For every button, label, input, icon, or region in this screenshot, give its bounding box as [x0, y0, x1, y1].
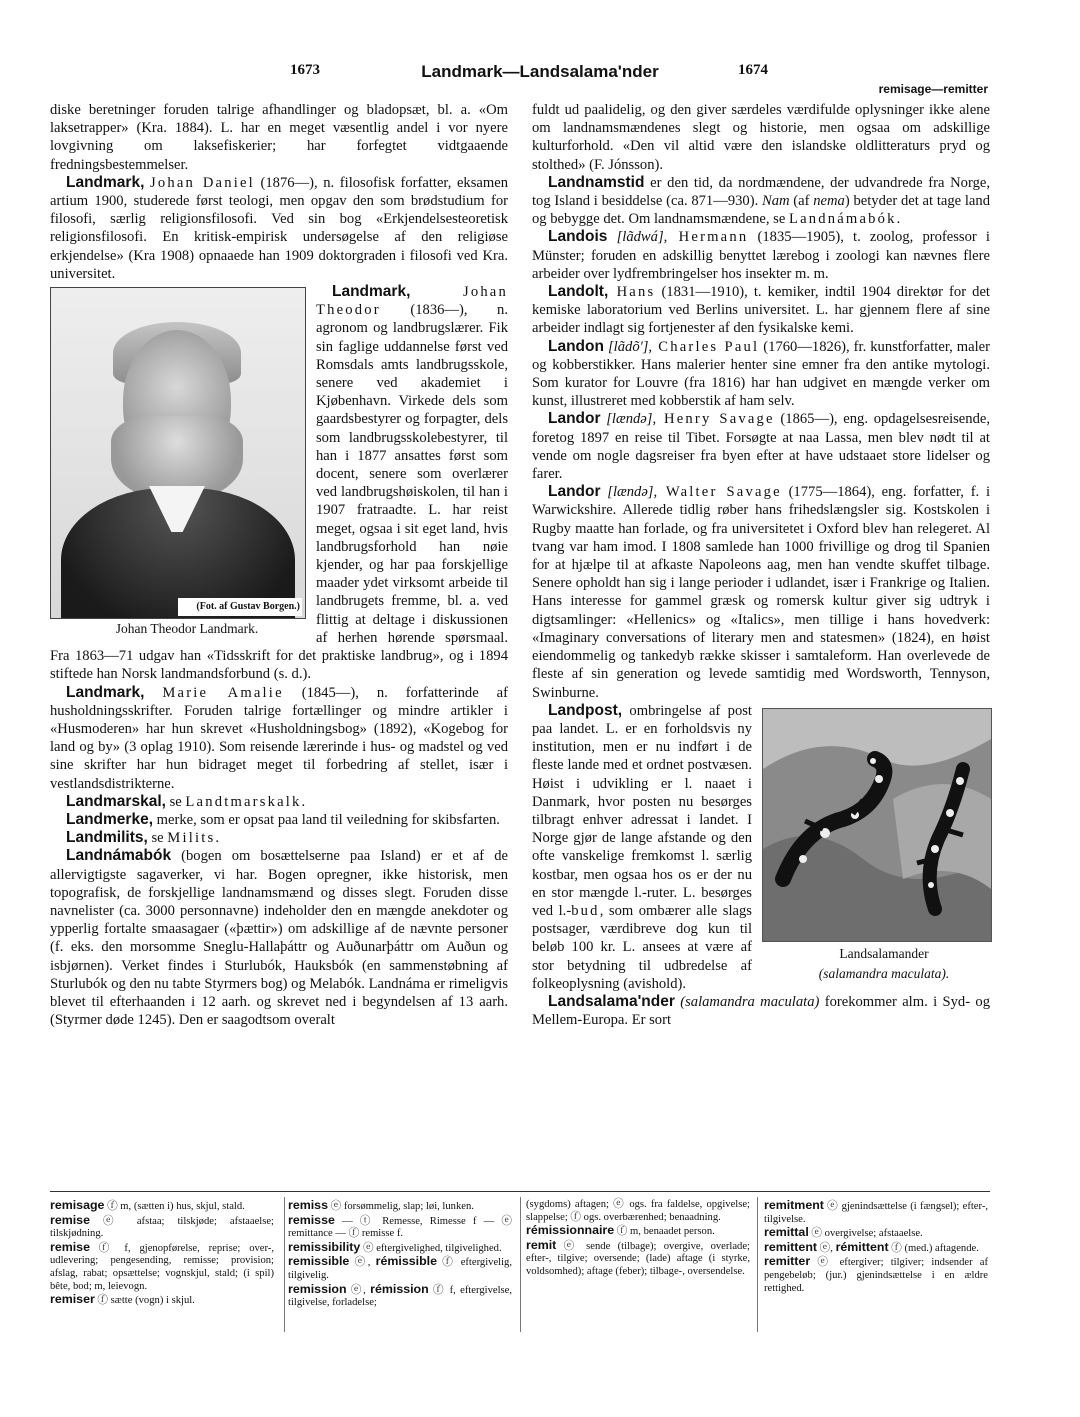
footer-text: ⓔ sende (tilbage); overgive, overlade; efter-, tilgive; oversende; (lade) aftage (i styrke, voldsomhed); aftage (feber); tilbage-, oversendelse.: [526, 1240, 750, 1277]
footer-entry: [288, 1199, 512, 1214]
entry-landnamabok: [50, 847, 508, 1029]
entry-landpost: [532, 702, 990, 993]
entry-text: (1775—1864), eng. forfatter, f. i Warwickshire. Allerede tidlig røber hans frihedslængsler sig. Kostskolen i Rugby maatte han forlade, og fra universitetet i Oxford blev han relegeret. Al tvang var ham imod. I 1808 samlede han 1000 frivillige og drog til Spanien for at hjælpe til at afkaste Napoleons aag, men han vendte skuffet tilbage. Senere opholdt han sig i lange perioder i udlandet, især i Frankrige og Italien. Hans interesse for gammel græsk og romersk kultur giver sig udtryk i digtsamlinger: «Hellenics» og «Italics», men tillige i hans hovedverk: «Imaginary conversations of literary men and statesmen» (1824), en høist eiendommelig og tankedyb række skisser i samtaleform. Han overlevede de fleste af sin generation og levede samtidig med Wordsworth, Tennyson, Swinburne.: [532, 484, 990, 701]
entry-text: (af: [789, 193, 814, 210]
entry-landnamstid: [532, 174, 990, 229]
cross-reference: Landtmarskalk: [185, 793, 302, 810]
italic-term: Nam: [761, 193, 790, 210]
entry-text: merke, som er opsat paa land til veiledning for skibsfarten.: [153, 811, 500, 828]
salamander-illustration: [763, 709, 991, 941]
entry-landor-walter: [532, 483, 990, 701]
cross-reference: bud: [571, 902, 600, 919]
entry-text: (1876—), n. filosofisk forfatter, eksamen artium 1900, studerede først teologi, men opgav den som brødstudium for filosofi, særlig religionsfilosofi. Ved sin bog «Erkjendelsesteoretisk religionsfilosofi. En kritisk-empirisk undersøgelse af den religiøse erkjendelse» (Kra 1908) opnaaede han 1909 doktorgraden i filosofi ved Kra. universitet.: [50, 174, 508, 282]
portrait-figure: [50, 287, 308, 638]
salamander-caption: Landsalamander: [839, 945, 929, 961]
headword: Landon: [548, 337, 604, 355]
page-title: Landmark—Landsalama'nder: [421, 62, 659, 81]
footer-text: ⓔ,: [349, 1257, 376, 1269]
footer-text: ⓕ sætte (vogn) i skjul.: [94, 1295, 195, 1307]
entry-text: se: [165, 793, 186, 810]
headword: Landsalama'nder: [548, 992, 675, 1010]
page-number-right: 1674: [738, 62, 768, 78]
entry-landois: [532, 228, 990, 283]
entry-landmarskal: [50, 793, 508, 811]
entry-landolt: [532, 283, 990, 338]
salamander-caption-latin: (salamandra maculata).: [818, 965, 950, 981]
entry-text: se: [147, 830, 168, 847]
footer-column-4: [764, 1199, 988, 1295]
footer-headword: remission: [288, 1281, 347, 1296]
footer-headword: remissibility: [288, 1239, 361, 1254]
footer-headword: remise: [50, 1212, 90, 1227]
headword: Landmark,: [66, 173, 145, 191]
person-name: Charles Paul: [652, 338, 760, 355]
italic-term: (salamandra maculata): [674, 993, 820, 1010]
footer-entry: [288, 1241, 512, 1256]
footer-headword: remise: [50, 1239, 90, 1254]
photo-credit: (Fot. af Gustav Borgen.): [178, 598, 302, 616]
footer-text: ⓔ,: [346, 1284, 371, 1296]
footer-column-1: [50, 1199, 274, 1308]
headword: Landmark,: [332, 283, 411, 301]
footer-text: (sygdoms) aftagen; ⓔ ogs. fra faldelse, opgivelse; slappelse; ⓕ ogs. overbærenhed; benaadning.: [526, 1199, 750, 1223]
footer-text: ⓕ f, gjenopførelse, reprise; over-, udlevering; pengesending, remisse; provision; afslag, rabat; opsættelse; vognskjul, stald; (i spil) bête, bod; m, leievogn.: [50, 1242, 274, 1292]
entry-landor-henry: [532, 410, 990, 483]
entry-text: (1865—), eng. opdagelsesreisende, foretog 1897 en reise til Tibet. Forsøgte at naa Lassa, men blev nødt til at vende om nogle dagsreiser fra byen efter at have udstaaet store lidelser og farer.: [532, 411, 991, 483]
page-number-left: 1673: [290, 62, 320, 78]
headword: Landmilits,: [66, 829, 148, 847]
footer-text: ⓕ (med.) aftagende.: [888, 1242, 979, 1254]
cross-reference: Milits: [167, 830, 216, 847]
footer-headword: remisse: [288, 1212, 335, 1227]
footer-column-2: [288, 1199, 512, 1310]
headword: Landor: [548, 410, 601, 428]
headword: Landnámabók: [66, 847, 172, 865]
entry-text: (bogen om bosættelserne paa Island) er et af de allervigtigste sagaverker, vi har. Bogen opregner, ikke historisk, men topografisk, de forskjellige landnamsmænd og disses slegt. Foruden disse navnelister (ca. 3000 personnavne) indeholder den en mængde anekdoter og ypperlig fortalte smaasagaer («þættir») om adskillige af de nævnte personer (f. eks. den morsomme Sneglu-Hallaþáttr og Auðunarþáttr om Auðun og isbjørnen). Verket findes i Sturlubók, Hauksbók (en sammenstøbning af Sturlubók og den nu tabte Styrmers bog) og Melabók. Landnáma er rimeligvis blevet til efterhaanden i 12 aarh. og skrevet ned i begyndelsen af 13 aarh. (Styrmer døde 1245). Den er saagodtsom overalt: [50, 848, 508, 1029]
entry-text: (1835—1905), t. zoolog, professor i Münster; foruden en adskillig benyttet lærebog i zoologi kan nævnes flere arbeider over lydfrembringelser hos insekter m. m.: [532, 229, 990, 282]
footer-text: ⓔ gjenindsættelse (i fængsel); efter-, tilgivelse.: [764, 1201, 988, 1225]
entry-landsalamander: [532, 993, 990, 1029]
footer-entry: [764, 1241, 988, 1256]
entry-text: .: [215, 830, 220, 847]
footer-text: ⓔ eftergiver; tilgiver; indsender af pengebeløb; (jur.) gjenindsættelse i en ældre rettighed.: [764, 1257, 988, 1294]
footer-text: ⓔ afstaa; tilskjøde; afstaaelse; tilskjødning.: [50, 1215, 274, 1240]
footer-headword: rémissionnaire: [526, 1223, 615, 1238]
headword: Landnamstid: [548, 173, 645, 191]
person-name: Marie Amalie: [162, 684, 284, 701]
pronunciation: [lãdwá],: [607, 229, 668, 246]
headword: Landois: [548, 228, 608, 246]
cross-reference: Landnámabók: [788, 211, 897, 228]
footer-text: ⓕ m, benaadet person.: [614, 1226, 715, 1238]
pronunciation: [lændə],: [600, 484, 658, 501]
headword: Landolt,: [548, 283, 609, 301]
footer-headword: remiss: [288, 1198, 328, 1212]
headword: Landor: [548, 483, 601, 501]
person-name: Hans: [608, 284, 656, 301]
footer-column-divider: [520, 1197, 521, 1332]
footer-headword: rémittent: [835, 1239, 889, 1254]
person-name: Johan Daniel: [149, 174, 255, 191]
footer-text: ⓔ,: [817, 1242, 836, 1254]
footer-headword: remisage: [50, 1198, 105, 1212]
footer-text: ⓔ eftergivelighed, tilgivelighed.: [360, 1242, 502, 1254]
footer-headword: rémissible: [375, 1254, 437, 1269]
footer-range-heading: remisage—remitter: [878, 82, 988, 96]
footer-entry: [50, 1241, 274, 1293]
footer-column-3: [526, 1199, 750, 1279]
pronunciation: [lændə],: [600, 411, 657, 428]
footer-divider: [50, 1191, 990, 1192]
portrait-photo: [50, 287, 306, 619]
entry-text: (1845—), n. forfatterinde af husholdningsskrifter. Foruden talrige fortællinger og mindre artikler i «Husmoderen» har hun skrevet «Husholdningsbog» (1892), «Kogebog for land og by» (3 oplag 1910). Som reisende lærerinde i hus- og madstel og ved sine skrifter har hun bidraget meget til forbedring af stellet, især i vestlandsdistrikterne.: [50, 684, 509, 792]
person-name: Johan Theodor: [316, 284, 508, 319]
footer-text: ⓕ eftergivelig, tilgivelig.: [288, 1257, 512, 1281]
footer-entry: [288, 1214, 512, 1241]
column-right: [532, 101, 990, 1029]
entry-landmark-johan-theodor: [50, 283, 508, 683]
entry-landon: [532, 338, 990, 411]
portrait-caption: Johan Theodor Landmark.: [115, 621, 259, 637]
italic-term: nema: [813, 193, 845, 210]
footer-entry: [526, 1199, 750, 1224]
entry-text: (1836—), n. agronom og landbrugslærer. Fik sin faglige uddannelse først ved Romsdals amts landbrugsskole, senere ved akademiet i Kjøbenhavn. Virkede dels som gaardsbestyrer og forpagter, dels som landbrugsskolebestyrer, til han i 1877 ansattes først som docent, senere som overlærer ved landbrugshøiskolen, til han i 1907 fratraadte. L. har reist meget, ogsaa i sit eget land, hvis landbrugsforhold han nøie kjender, og har paa forskjellige maader ydet virksomt arbeide til landbrugets fremme, bl. a. ved flittig at deltage i diskussionen af herhen hørende spørsmaal. Fra 1863—71 udgav han «Tidsskrift for det praktiske landbrug», og i 1894 stiftede han Norsk landmandsforbund (s. d.).: [50, 302, 508, 683]
column-left: [50, 101, 508, 1029]
entry-landmark-johan-daniel: [50, 174, 508, 283]
entry-text: ) betyder det at tage land og bebygge det. Om landnamsmændene, se: [532, 193, 990, 228]
entry-landmerke: [50, 811, 508, 829]
footer-entry: [50, 1199, 274, 1214]
entry-landmilits: [50, 829, 508, 847]
footer-headword: remiser: [50, 1292, 95, 1307]
footer-headword: remissible: [288, 1254, 350, 1269]
entry-text: .: [896, 211, 901, 228]
footer-entry: [526, 1224, 750, 1239]
pronunciation: [lãdõ'],: [603, 338, 653, 355]
footer-entry: [288, 1283, 512, 1310]
footer-text: ⓕ m, (sætten i) hus, skjul, stald.: [104, 1201, 245, 1212]
footer-entry: [526, 1239, 750, 1279]
footer-text: ⓔ overgivelse; afstaaelse.: [808, 1228, 923, 1240]
paragraph-continued: fuldt ud paalidelig, og den giver særdeles værdifulde oplysninger ikke alene om landnamsmændenes slegt og historie, men ogsaa om adskillige kulturforhold. «Den vil altid være den islandske oldlitteraturs pryd og stolthed» (F. Jónsson).: [532, 102, 990, 173]
footer-headword: rémission: [370, 1281, 429, 1296]
entry-text: (1760—1826), fr. kunstforfatter, maler og kobberstikker. Hans malerier henter sine emner fra den antike mytologi. Som kurator for Louvre (fra 1816) har han udgivet en mængde verker om kunst, illustreret med kobberstik af ham selv.: [532, 338, 990, 410]
footer-entry: [764, 1226, 988, 1241]
person-name: Walter Savage: [657, 484, 782, 501]
footer-entry: [764, 1255, 988, 1295]
entry-landmark-marie-amalie: [50, 684, 508, 793]
headword: Landmarskal,: [66, 792, 166, 810]
footer-text: ⓕ f, eftergivelse, tilgivelse, forladelse;: [288, 1284, 512, 1309]
headword: Landmark,: [66, 683, 145, 701]
footer-headword: remitment: [764, 1198, 824, 1212]
footer-entry: [50, 1293, 274, 1308]
footer-entry: [50, 1214, 274, 1241]
footer-column-divider: [757, 1197, 758, 1332]
salamander-photo: [762, 708, 992, 942]
entry-text: ombringelse af post paa landet. L. er en forholdsvis ny institution, men er nu indført i de fleste lande med et ordnet postvæsen. Høist i udvikling er l. naaet i Danmark, hvor posten nu besørges tilbragt enhver adressat i landet. I Norge gjør de lange afstande og den ofte vanskelige fremkomst l. særlig kostbar, men ogsaa hos os er der nu en stor mængde l.-ruter. L. besørges ved l.-: [532, 702, 752, 919]
footer-entry: [764, 1199, 988, 1226]
entry-text: (1831—1910), t. kemiker, indtil 1904 direktør for det kemiske laboratorium ved Berlins universitet. L. har gjennem flere af sine arbeider indlagt sig fortjenester af den fysikalske kemi.: [532, 284, 990, 337]
entry-text: , som ombærer alle slags postsager, værdibreve dog kun til beløb 100 kr. L. ansees at være af stor betydning til udbredelse af folkeoplysning (avishold).: [532, 902, 752, 992]
entry-text: .: [301, 793, 306, 810]
footer-headword: remit: [526, 1237, 557, 1252]
headword: Landmerke,: [66, 810, 154, 828]
entry-text: forekommer alm. i Syd- og Mellem-Europa. Er sort: [532, 993, 990, 1029]
entry-text: er den tid, da nordmændene, der udvandrede fra Norge, tog Island i besiddelse (ca. 871—930).: [532, 174, 990, 210]
person-name: Henry Savage: [656, 411, 775, 428]
footer-text: — ⓣ Remesse, Rimesse f — ⓔ remittance — ⓕ remisse f.: [288, 1215, 512, 1240]
person-name: Hermann: [667, 229, 749, 246]
footer-text: ⓔ forsømmelig, slap; løi, lunken.: [327, 1201, 474, 1212]
footer-headword: remittent: [764, 1239, 818, 1254]
footer-column-divider: [284, 1197, 285, 1332]
paragraph-continued: diske beretninger foruden talrige afhandlinger og bladopsæt, bl. a. «Om laksetrapper» (Kra. 1884). L. har en meget væsentlig andel i vor nyere lovgivning om laksefiskerier; har forfegtet vidtgaaende fredningsbestemmelser.: [50, 102, 508, 173]
footer-headword: remittal: [764, 1225, 809, 1240]
headword: Landpost,: [548, 701, 623, 719]
footer-headword: remitter: [764, 1254, 811, 1269]
salamander-figure: [762, 708, 990, 982]
footer-entry: [288, 1255, 512, 1282]
